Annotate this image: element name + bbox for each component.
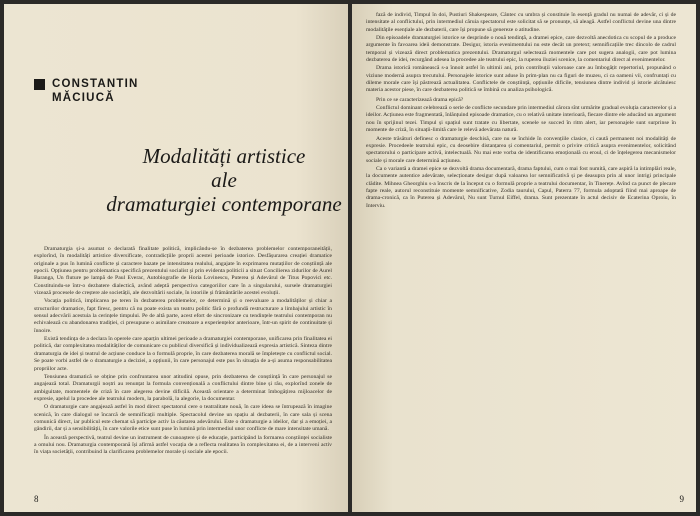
author-last-name: MĂCIUCĂ	[52, 92, 115, 104]
paragraph: În această perspectivă, teatrul devine un instrument de cunoaștere și de educație, participând la formarea conștiinței socialiste a omului nou. Dramaturgia contemporană își afirmă astfel vocația de a reflecta realitatea în complexitatea ei, de a interveni activ în viața societății, contribuind la clarificarea problemelor morale și sociale ale epocii.	[34, 434, 332, 456]
title-line-2: ale	[211, 168, 237, 192]
page-number-right: 9	[679, 494, 684, 504]
paragraph: Există tendința de a declara în operele care aparțin ultimei perioade a dramaturgiei contemporane, unificarea prin finalitatea ei politică, dar complexitatea modalităților de comunicare cu publicul diversifică și individualizează expresia artistică. Sinteza dintre dramaturgia de idei și teatrul de acțiune conduce la o formulă proprie, în care dezbaterea morală se împletește cu conflictul social. Se poate vorbi astfel de o dramaturgie a deciziei, a opțiunii, în care personajul este pus în situația de a-și asuma responsabilitatea propriilor acte.	[34, 336, 332, 372]
paragraph: Drama istorică românească s-a înnoit astfel în ultimii ani, prin contribuții valoroase care au îmbogățit repertoriul, propunând o viziune modernă asupra trecutului. Personajele istorice sunt aduse în prim-plan nu ca figuri de muzeu, ci ca oameni vii, confruntați cu dileme morale care își păstrează actualitatea. Conflictele de conștiință, opțiunile dificile, tensiunea dintre individ și istorie alcătuiesc materia acestor piese, în care dezbaterea politică se îmbină cu analiza psihologică.	[366, 65, 676, 94]
paragraph: Vocația politică, implicarea pe teren în dezbaterea problemelor, ce determină și o reevaluare a modalităților și chiar a structurilor dramatice, fapt firesc, pentru că nu poate exista un teatru politic fără o profundă restructurare a limbajului artistic în sensul adecvării acestuia la cerințele timpului. Pe de altă parte, acest efort de sincronizare cu tendințele teatrului contemporan nu echivalează cu abandonarea tradiției, ci presupune o asimilare creatoare a experiențelor anterioare, într-un spirit de continuitate și înnoire.	[34, 298, 332, 334]
title-line-1: Modalități artistice	[142, 144, 306, 168]
paragraph: Ca o variantă a dramei epice se dezvoltă drama documentară, drama faptului, cum o mai fost numită, care aspiră la intimplări reale, la documente autentice adevărate, selecționate desigur după valoarea lor semnificativă și pe deasupra prin al unor intrigi principale clădite. Mihnea Gheorghiu s-a înscris de la început cu o formulă proprie a teatrului documentar, în Tinerețe. Avînd ca punct de plecare fapte reale, autorul reconstituie momente semnificative, Zodia taurului, Capul, Paterra 77, formula adoptată fiind mai aproape de drama-cronică, ca în Puterea și Adevărul, Nu sunt Turnul Eiffel, drama. Sunt prezentate în actul decisiv de Ecaterina Oproiu, în Interviu.	[366, 165, 676, 209]
page-number-left: 8	[34, 494, 39, 504]
paragraph: fază de individ, Timpul în doi, Pustiuri Shakespeare, Cântec cu umbra și constituie în esență gradul nu numai de adevăr, ci și de intensitate al conflictului, prin intermediul căruia spectatorul este solicitat să se pronunțe, să aleagă. Astfel conflictul devine una dintre modalitățile esențiale ale dezbaterii, care își propune să genereze o atitudine.	[366, 12, 676, 33]
paragraph: Din episoadele dramaturgiei istorice se desprinde o nouă tendință, a dramei epice, care dezvoltă anecdotica cu scopul de a produce argumente în favoarea ideii demonstrate. Desigur, istoria evenimentului nu este decât un pretext; semnificațiile trec dincolo de cadrul temporal și vizează direct problematica prezentului. Dramaturgul selectează momentele care pot sugera analogii, care pot lumina dezbaterea de idei, recurgând adesea la procedee ale teatrului epic, la ruperea iluziei scenice, la comentariul direct al evenimentelor.	[366, 35, 676, 64]
author-first-name: CONSTANTIN	[52, 78, 139, 90]
left-page	[4, 4, 348, 512]
author-name	[52, 77, 139, 105]
paragraph: Tensiunea dramatică se obține prin confruntarea unor atitudini opuse, prin dezbaterea de conștiință în care personajul se angajează total. Dramaturgii noștri au renunțat la formula convențională a conflictului dintre bine și rău, explorînd zonele de ambiguitate, momentele de criză în care alegerea devine dificilă. Această orientare a determinat îmbogățirea mijloacelor de expresie, apelul la procedee ale teatrului modern, la parabolă, la alegorie, la documentar.	[34, 373, 332, 402]
paragraph: O dramaturgie care angajează astfel în mod direct spectatorul cere o teatralitate nouă, în care ideea se întrupează în imagine scenică, în care dialogul se încarcă de semnificații multiple. Spectacolul devine un spațiu al dezbaterii, în care sala și scena comunică direct, iar publicul este chemat să participe activ la căutarea adevărului. Este o dramaturgie a ideilor, dar și a emoției, a gândirii, dar și a sensibilității, în care valorile etice sunt puse în lumină prin intermediul unor conflicte de mare intensitate umană.	[34, 404, 332, 433]
section-question: Prin ce se caracterizează drama epică?	[376, 96, 464, 103]
right-page	[352, 4, 696, 512]
paragraph: Aceste trăsături definesc o dramaturgie deschisă, care nu se închide în convențiile clasice, ci caută permanent noi modalități de expresie. Procedeele teatrului epic, cu deosebire distanțarea și comentariul, permit o privire critică asupra evenimentelor, solicitând spectatorului o participare activă, intelectuală. Nu mai este vorba de identificarea emoțională cu eroul, ci de înțelegerea mecanismelor sociale și morale care determină acțiunea.	[366, 135, 676, 164]
left-body-text	[34, 246, 332, 458]
paragraph: Dramaturgia și-a asumat o declarată finalitate politică, implicându-se în dezbaterea problemelor contemporaneității, explorînd, în modalități artistice diversificate, contradicțiile proprii acestei perioade istorice. Desfășurarea creației dramatice originale a pus în lumină conflicte și caractere bazate pe intensitatea realului, angajate în exprimarea mutațiilor de conștiință ale epocii. Opțiunea pentru problematica specifică prezentului socialist și prin evidenta politicii a situat Concilierea zidurilor de Aurel Baranga, Un fluture pe lampă de Paul Everac, Autobiografie de Horia Lovinescu, Puterea și Adevărul de Titus Popovici etc. Constituindu-se într-o dezbatere dialectică, având adeptă perspectiva categoriilor care în a singularului, sursele dramaturgiei vizează procesele de creștere ale societății, ale dezvoltării sociale, în istoriile și frământările acestei evoluții.	[34, 246, 332, 297]
author-marker	[34, 79, 45, 90]
article-title	[104, 144, 344, 216]
paragraph: Conflictul dominant celebrează o serie de conflicte secundare prin intermediul cărora sînt urmărite gradual evoluția caracterelor și a ideilor. Acțiunea este fragmentată, înlănțuind episoade dramatice, cu o relativă unitate interioară, fiecare dintre ele aducând un argument nou în sprijinul tezei. Timpul și spațiul sunt tratate cu libertate, scenele se succed în ritm alert, iar personajele sunt surprinse în momente de criză, în situații-limită care le relevă adevărata natură.	[366, 105, 676, 134]
right-body-text	[366, 12, 676, 211]
title-line-3: dramaturgiei contemporane	[106, 192, 342, 216]
